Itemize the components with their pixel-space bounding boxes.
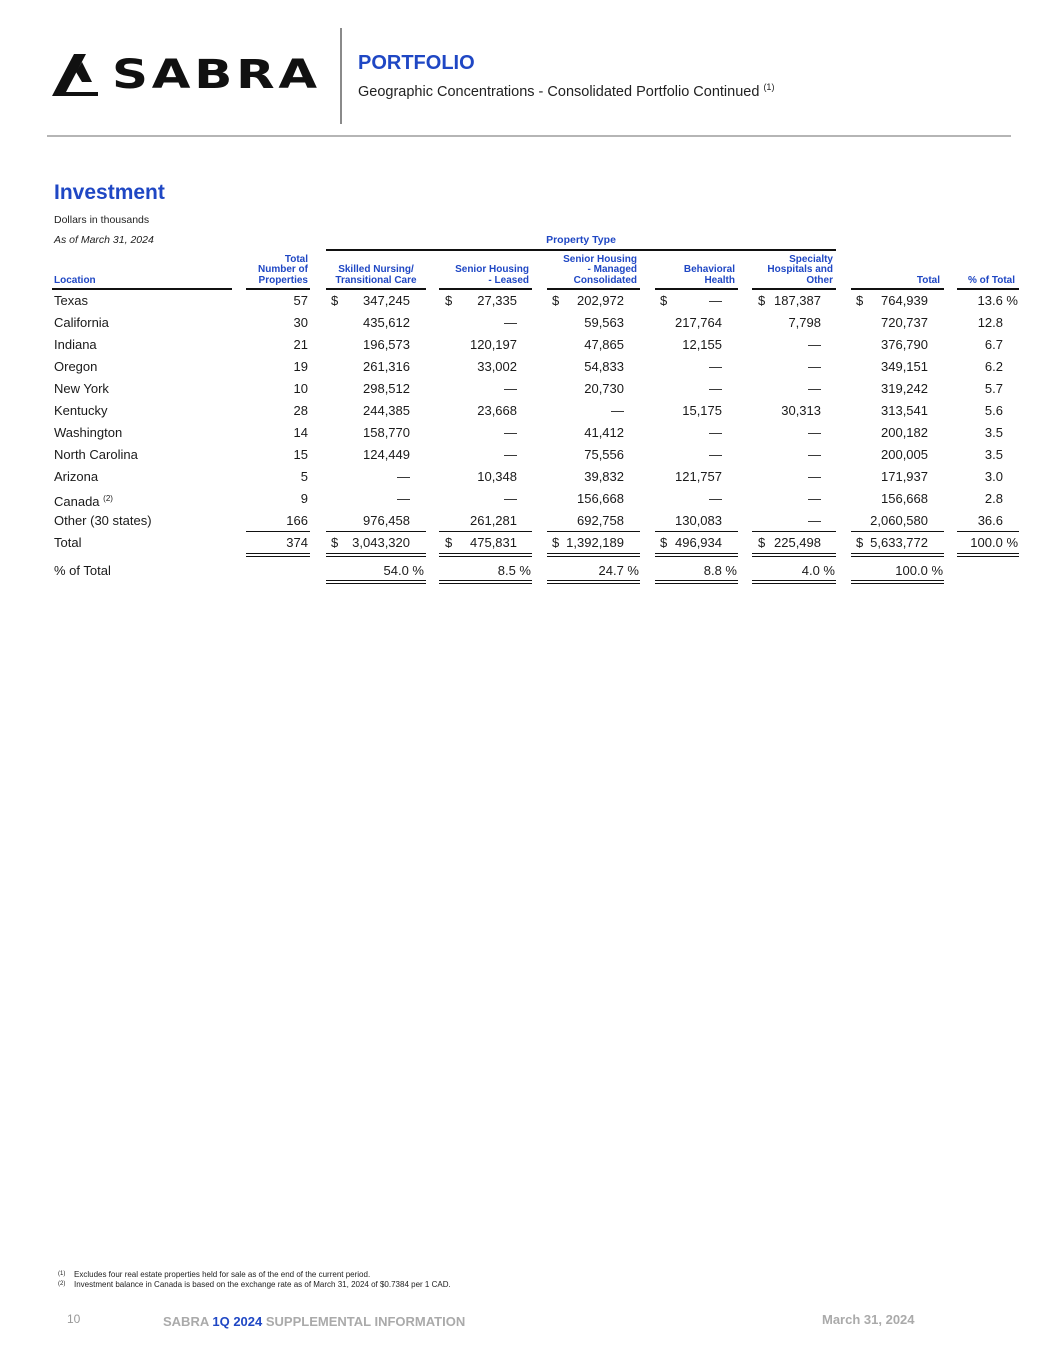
- pct-double-rule: [851, 580, 944, 584]
- footer-document-title: [163, 1314, 465, 1329]
- sabra-logo-mark-icon: [52, 52, 104, 98]
- cell-sho: 4.0 %: [801, 563, 835, 578]
- cell-total: 313,541: [881, 403, 928, 418]
- footnote-2: [58, 1280, 451, 1289]
- cell-sho: 30,313: [781, 403, 821, 418]
- cell-location: Kentucky: [54, 403, 108, 418]
- cell-pct: 5.7: [984, 381, 1003, 396]
- cell-snf: 3,043,320: [352, 535, 410, 550]
- cell-shm: 202,972: [577, 293, 624, 308]
- cell-properties: 5: [300, 469, 308, 484]
- cell-sho: —: [808, 491, 821, 506]
- footnote-text: Excludes four real estate properties held for sale as of the end of the current period.: [74, 1270, 371, 1279]
- cell-properties: 19: [293, 359, 308, 374]
- cell-total: 200,182: [881, 425, 928, 440]
- cell-snf: 298,512: [363, 381, 410, 396]
- cell-shl: —: [504, 425, 517, 440]
- table-row: [0, 334, 1055, 356]
- cell-bh: 496,934: [675, 535, 722, 550]
- currency-symbol: $: [758, 293, 766, 308]
- cell-properties: 30: [293, 315, 308, 330]
- cell-total: 156,668: [881, 491, 928, 506]
- page-number: 10: [67, 1312, 81, 1326]
- page-title: PORTFOLIO: [358, 52, 475, 74]
- cell-bh: —: [709, 425, 722, 440]
- cell-snf: 435,612: [363, 315, 410, 330]
- table-row: [0, 444, 1055, 466]
- header-rule: [47, 135, 1011, 137]
- cell-sho: 7,798: [788, 315, 821, 330]
- currency-symbol: $: [660, 535, 668, 550]
- cell-location: New York: [54, 381, 109, 396]
- pct-double-rule: [439, 580, 532, 584]
- cell-properties: 166: [286, 513, 308, 528]
- footnote-text: Investment balance in Canada is based on the exchange rate as of March 31, 2024 of $0.7384 per 1 CAD.: [74, 1280, 451, 1289]
- cell-shl: 27,335: [477, 293, 517, 308]
- pct-double-rule: [655, 580, 738, 584]
- col-header-snf: Skilled Nursing/ Transitional Care: [335, 264, 417, 286]
- cell-bh: 8.8 %: [703, 563, 737, 578]
- cell-location: % of Total: [54, 563, 111, 578]
- cell-location: Arizona: [54, 469, 99, 484]
- cell-shm: 39,832: [584, 469, 624, 484]
- table-row: [0, 378, 1055, 400]
- cell-snf: 158,770: [363, 425, 410, 440]
- table-row: [0, 510, 1055, 532]
- col-header-sho: Specialty Hospitals and Other: [767, 253, 833, 286]
- cell-snf: 976,458: [363, 513, 410, 528]
- cell-total: 764,939: [881, 293, 928, 308]
- cell-shl: 23,668: [477, 403, 517, 418]
- cell-properties: 15: [293, 447, 308, 462]
- page-subtitle: [358, 82, 774, 100]
- cell-properties: 9: [300, 491, 308, 506]
- property-type-group-label: Property Type: [546, 234, 616, 246]
- page-subtitle-text: Geographic Concentrations - Consolidated Portfolio Continued: [358, 84, 760, 100]
- cell-properties: 14: [293, 425, 308, 440]
- footer-doc-name: SUPPLEMENTAL INFORMATION: [265, 1314, 466, 1329]
- cell-total: 100.0 %: [895, 563, 943, 578]
- col-header-properties: Total Number of Properties: [258, 253, 308, 286]
- cell-location: Texas: [54, 293, 88, 308]
- cell-shm: 156,668: [577, 491, 624, 506]
- cell-shm: 59,563: [584, 315, 624, 330]
- table-row: [0, 356, 1055, 378]
- col-header-shl: Senior Housing - Leased: [455, 264, 529, 286]
- cell-pct: 13.6 %: [977, 293, 1018, 308]
- cell-snf: 124,449: [363, 447, 410, 462]
- total-row: [0, 532, 1055, 554]
- footnote-marker: (2): [103, 494, 113, 503]
- table-row: [0, 466, 1055, 488]
- cell-location: California: [54, 315, 109, 330]
- pct-of-total-row: [0, 560, 1055, 582]
- cell-properties: 57: [293, 293, 308, 308]
- total-double-rule: [752, 553, 836, 557]
- property-type-group-rule: [326, 249, 836, 251]
- currency-symbol: $: [552, 293, 560, 308]
- cell-shl: 120,197: [470, 337, 517, 352]
- cell-pct: 6.7: [984, 337, 1003, 352]
- cell-pct: 36.6: [977, 513, 1003, 528]
- pct-double-rule: [326, 580, 426, 584]
- cell-location: [54, 488, 113, 510]
- cell-shm: —: [611, 403, 624, 418]
- cell-sho: —: [808, 381, 821, 396]
- table-row: [0, 422, 1055, 444]
- cell-sho: —: [808, 513, 821, 528]
- cell-bh: —: [709, 381, 722, 396]
- cell-total: 200,005: [881, 447, 928, 462]
- cell-properties: 21: [293, 337, 308, 352]
- total-double-rule: [851, 553, 944, 557]
- cell-pct: 3.0: [984, 469, 1003, 484]
- cell-sho: —: [808, 469, 821, 484]
- footer-date: March 31, 2024: [822, 1312, 915, 1327]
- total-double-rule: [655, 553, 738, 557]
- cell-shl: —: [504, 491, 517, 506]
- col-header-pct: % of Total: [967, 274, 1015, 286]
- cell-properties: 374: [286, 535, 308, 550]
- cell-location-text: Canada: [54, 494, 100, 509]
- cell-bh: 121,757: [675, 469, 722, 484]
- footnote-1: [58, 1270, 370, 1279]
- sabra-logo: [52, 52, 321, 98]
- cell-bh: 130,083: [675, 513, 722, 528]
- cell-location: Indiana: [54, 337, 97, 352]
- footnote-number: (2): [58, 1281, 66, 1287]
- currency-symbol: $: [331, 293, 339, 308]
- cell-shl: 261,281: [470, 513, 517, 528]
- cell-pct: 6.2: [984, 359, 1003, 374]
- cell-snf: —: [397, 491, 410, 506]
- cell-total: 319,242: [881, 381, 928, 396]
- cell-total: 349,151: [881, 359, 928, 374]
- cell-bh: 217,764: [675, 315, 722, 330]
- col-header-total: Total: [916, 274, 940, 286]
- currency-symbol: $: [758, 535, 766, 550]
- currency-symbol: $: [660, 293, 668, 308]
- total-double-rule: [439, 553, 532, 557]
- cell-location: North Carolina: [54, 447, 138, 462]
- logo-wordmark: SABRA: [112, 52, 321, 98]
- cell-total: 2,060,580: [870, 513, 928, 528]
- cell-shm: 54,833: [584, 359, 624, 374]
- cell-location: Oregon: [54, 359, 98, 374]
- currency-symbol: $: [552, 535, 560, 550]
- cell-bh: 12,155: [682, 337, 722, 352]
- total-double-rule: [326, 553, 426, 557]
- cell-bh: —: [709, 293, 722, 308]
- subtitle-footnote-marker: (1): [763, 82, 775, 92]
- cell-sho: 187,387: [774, 293, 821, 308]
- cell-shl: —: [504, 381, 517, 396]
- footnote-number: (1): [58, 1271, 66, 1277]
- col-header-bh: Behavioral Health: [683, 264, 735, 286]
- cell-sho: 225,498: [774, 535, 821, 550]
- cell-location: Washington: [54, 425, 123, 440]
- cell-location: Total: [54, 535, 82, 550]
- total-double-rule: [957, 553, 1019, 557]
- cell-sho: —: [808, 425, 821, 440]
- cell-properties: 28: [293, 403, 308, 418]
- cell-shl: —: [504, 447, 517, 462]
- cell-pct: 3.5: [984, 447, 1003, 462]
- cell-shl: 10,348: [477, 469, 517, 484]
- cell-snf: 261,316: [363, 359, 410, 374]
- total-double-rule: [547, 553, 640, 557]
- cell-sho: —: [808, 359, 821, 374]
- total-double-rule: [246, 553, 310, 557]
- cell-total: 376,790: [881, 337, 928, 352]
- cell-total: 720,737: [881, 315, 928, 330]
- as-of-date: As of March 31, 2024: [54, 234, 154, 246]
- cell-shm: 75,556: [584, 447, 624, 462]
- cell-bh: —: [709, 447, 722, 462]
- cell-shm: 692,758: [577, 513, 624, 528]
- cell-pct: 2.8: [984, 491, 1003, 506]
- cell-shl: 33,002: [477, 359, 517, 374]
- cell-pct: 100.0 %: [970, 535, 1018, 550]
- cell-total: 5,633,772: [870, 535, 928, 550]
- table-row: [0, 400, 1055, 422]
- pct-double-rule: [752, 580, 836, 584]
- cell-shm: 41,412: [584, 425, 624, 440]
- cell-location: Other (30 states): [54, 513, 152, 528]
- pct-double-rule: [547, 580, 640, 584]
- table-row: [0, 488, 1055, 510]
- cell-pct: 5.6: [984, 403, 1003, 418]
- cell-snf: 347,245: [363, 293, 410, 308]
- currency-symbol: $: [856, 535, 864, 550]
- cell-shl: 8.5 %: [497, 563, 531, 578]
- cell-bh: —: [709, 359, 722, 374]
- cell-shl: —: [504, 315, 517, 330]
- table-row: [0, 290, 1055, 312]
- cell-pct: 12.8: [977, 315, 1003, 330]
- cell-shm: 24.7 %: [598, 563, 639, 578]
- cell-shm: 1,392,189: [566, 535, 624, 550]
- currency-symbol: $: [856, 293, 864, 308]
- cell-total: 171,937: [881, 469, 928, 484]
- footer-period: 1Q 2024: [212, 1314, 263, 1329]
- cell-bh: —: [709, 491, 722, 506]
- header-divider: [340, 28, 342, 124]
- footer-brand: SABRA: [163, 1314, 209, 1329]
- currency-symbol: $: [445, 293, 453, 308]
- cell-bh: 15,175: [682, 403, 722, 418]
- cell-sho: —: [808, 337, 821, 352]
- cell-shm: 20,730: [584, 381, 624, 396]
- cell-properties: 10: [293, 381, 308, 396]
- cell-shm: 47,865: [584, 337, 624, 352]
- cell-snf: 244,385: [363, 403, 410, 418]
- cell-snf: —: [397, 469, 410, 484]
- cell-shl: 475,831: [470, 535, 517, 550]
- cell-pct: 3.5: [984, 425, 1003, 440]
- cell-sho: —: [808, 447, 821, 462]
- table-row: [0, 312, 1055, 334]
- col-header-shm: Senior Housing - Managed Consolidated: [563, 253, 637, 286]
- units-note: Dollars in thousands: [54, 214, 150, 226]
- section-title: Investment: [54, 181, 165, 204]
- currency-symbol: $: [331, 535, 339, 550]
- col-header-location: Location: [54, 274, 96, 286]
- cell-snf: 54.0 %: [383, 563, 424, 578]
- currency-symbol: $: [445, 535, 453, 550]
- cell-snf: 196,573: [363, 337, 410, 352]
